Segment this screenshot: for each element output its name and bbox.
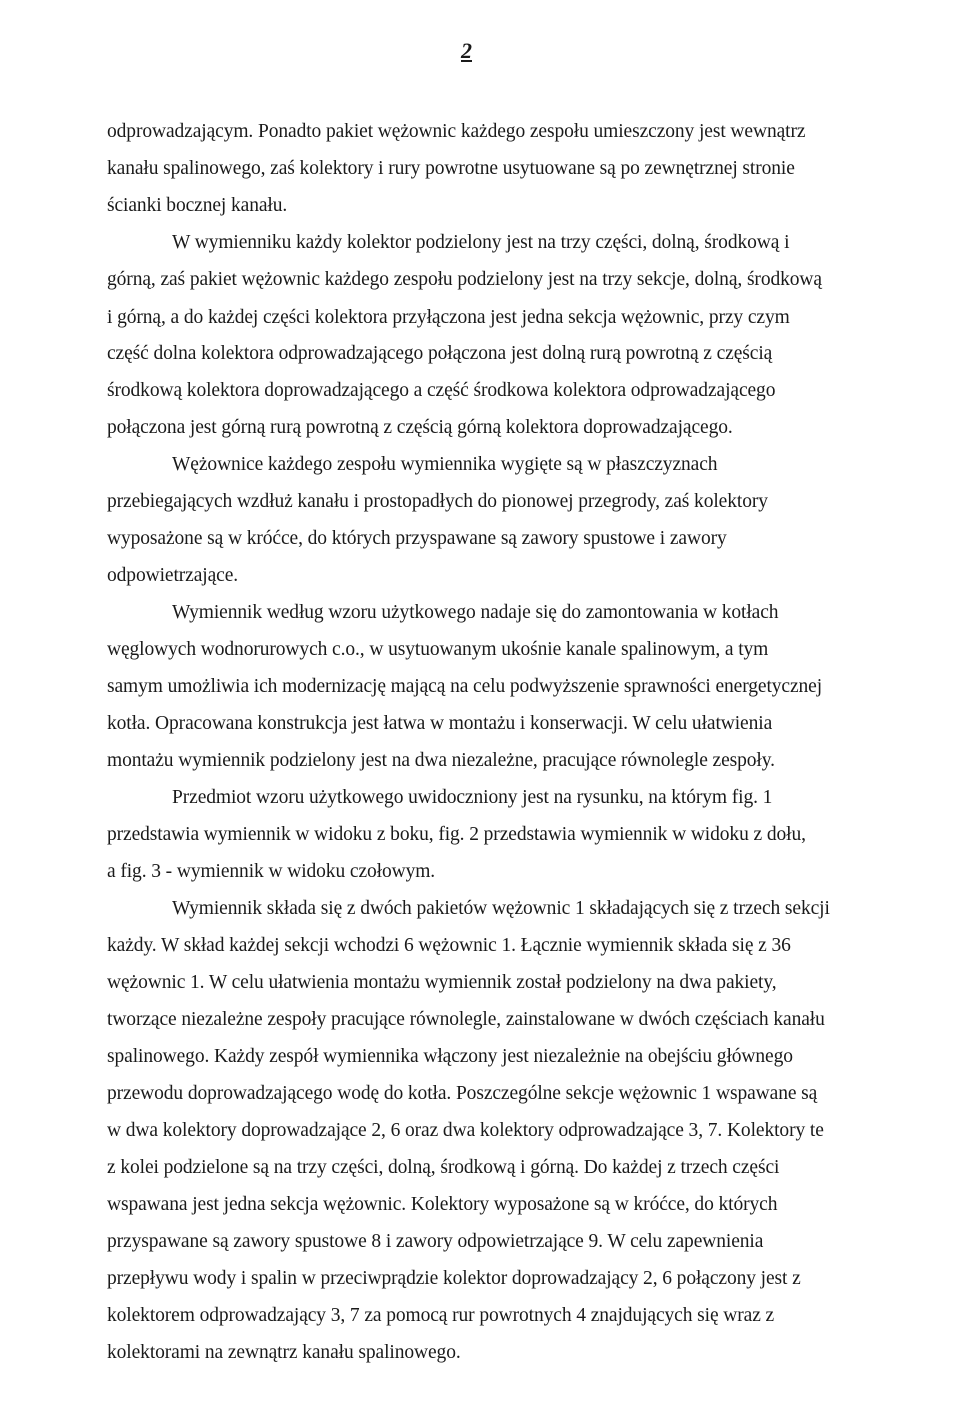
- text-line: przyspawane są zawory spustowe 8 i zawory odpowietrzające 9. W celu zapewnienia: [107, 1231, 764, 1252]
- page-number: 2: [461, 38, 472, 63]
- text-line: węglowych wodnorurowych c.o., w usytuowanym ukośnie kanale spalinowym, a tym: [107, 639, 769, 660]
- text-line: a fig. 3 - wymiennik w widoku czołowym.: [107, 861, 436, 882]
- text-line: przepływu wody i spalin w przeciwprądzie kolektor doprowadzający 2, 6 połączony jest z: [107, 1268, 801, 1289]
- text-line: kotła. Opracowana konstrukcja jest łatwa w montażu i konserwacji. W celu ułatwienia: [107, 713, 773, 734]
- text-line: odpowietrzające.: [107, 565, 239, 586]
- text-line: wężownic 1. W celu ułatwienia montażu wymiennik został podzielony na dwa pakiety,: [107, 972, 777, 993]
- text-line: montażu wymiennik podzielony jest na dwa niezależne, pracujące równolegle zespoły.: [107, 750, 775, 771]
- text-line: W wymienniku każdy kolektor podzielony jest na trzy części, dolną, środkową i: [172, 232, 790, 253]
- text-line: Wymiennik według wzoru użytkowego nadaje się do zamontowania w kotłach: [172, 602, 779, 623]
- text-line: kanału spalinowego, zaś kolektory i rury powrotne usytuowane są po zewnętrznej stronie: [107, 158, 795, 179]
- text-line: tworzące niezależne zespoły pracujące równolegle, zainstalowane w dwóch częściach kanału: [107, 1009, 825, 1030]
- text-line: odprowadzającym. Ponadto pakiet wężownic każdego zespołu umieszczony jest wewnątrz: [107, 121, 806, 142]
- text-line: ścianki bocznej kanału.: [107, 195, 288, 216]
- text-line: kolektorami na zewnątrz kanału spalinowego.: [107, 1342, 461, 1363]
- text-line: każdy. W skład każdej sekcji wchodzi 6 wężownic 1. Łącznie wymiennik składa się z 36: [107, 935, 791, 956]
- text-line: w dwa kolektory doprowadzające 2, 6 oraz dwa kolektory odprowadzające 3, 7. Kolektory te: [107, 1120, 824, 1141]
- text-line: Przedmiot wzoru użytkowego uwidoczniony jest na rysunku, na którym fig. 1: [172, 787, 773, 808]
- text-line: z kolei podzielone są na trzy części, dolną, środkową i górną. Do każdej z trzech części: [107, 1157, 780, 1178]
- text-line: spalinowego. Każdy zespół wymiennika włączony jest niezależnie na obejściu głównego: [107, 1046, 793, 1067]
- text-line: połączona jest górną rurą powrotną z częścią górną kolektora doprowadzającego.: [107, 417, 733, 438]
- text-line: i górną, a do każdej części kolektora przyłączona jest jedna sekcja wężownic, przy czym: [107, 307, 790, 328]
- text-line: przebiegających wzdłuż kanału i prostopadłych do pionowej przegrody, zaś kolektory: [107, 491, 768, 512]
- text-line: Wymiennik składa się z dwóch pakietów wężownic 1 składających się z trzech sekcji: [172, 898, 830, 919]
- text-line: samym umożliwia ich modernizację mającą na celu podwyższenie sprawności energetycznej: [107, 676, 823, 697]
- text-line: wspawana jest jedna sekcja wężownic. Kolektory wyposażone są w króćce, do których: [107, 1194, 778, 1215]
- text-line: środkową kolektora doprowadzającego a część środkowa kolektora odprowadzającego: [107, 380, 776, 401]
- text-line: Wężownice każdego zespołu wymiennika wygięte są w płaszczyznach: [172, 454, 718, 475]
- text-line: przewodu doprowadzającego wodę do kotła. Poszczególne sekcje wężownic 1 wspawane są: [107, 1083, 818, 1104]
- text-line: górną, zaś pakiet wężownic każdego zespołu podzielony jest na trzy sekcje, dolną, środkową: [107, 269, 822, 290]
- text-line: przedstawia wymiennik w widoku z boku, fig. 2 przedstawia wymiennik w widoku z dołu,: [107, 824, 806, 845]
- text-line: wyposażone są w króćce, do których przyspawane są zawory spustowe i zawory: [107, 528, 727, 549]
- text-line: część dolna kolektora odprowadzającego połączona jest dolną rurą powrotną z częścią: [107, 343, 773, 364]
- text-line: kolektorem odprowadzający 3, 7 za pomocą rur powrotnych 4 znajdujących się wraz z: [107, 1305, 775, 1326]
